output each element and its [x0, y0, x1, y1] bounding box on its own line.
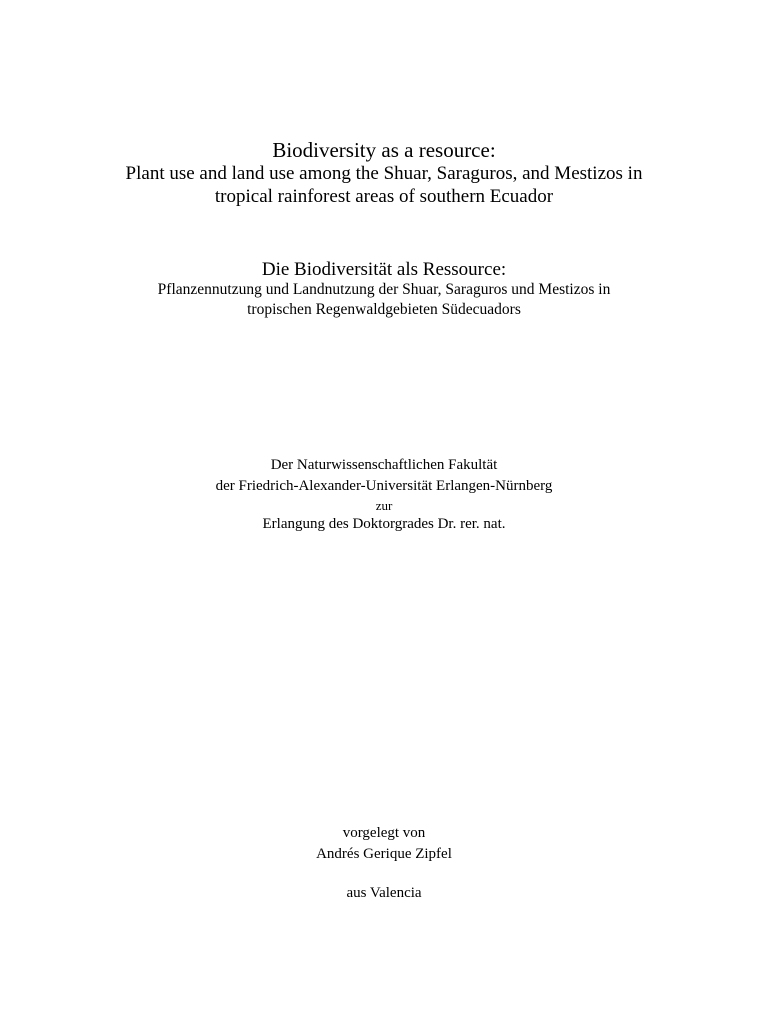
german-subtitle-line1: Pflanzennutzung und Landnutzung der Shuar, Saraguros und Mestizos in [157, 281, 611, 298]
faculty-line3: zur [375, 498, 393, 513]
faculty-line1: Der Naturwissenschaftlichen Fakultät [270, 457, 498, 473]
english-title: Biodiversity as a resource: [272, 138, 496, 162]
author-origin: aus Valencia [346, 885, 422, 901]
presented-by: vorgelegt von [342, 825, 426, 841]
faculty-line4: Erlangung des Doktorgrades Dr. rer. nat. [262, 516, 506, 532]
english-subtitle-line2: tropical rainforest areas of southern Ecuador [214, 186, 554, 207]
english-subtitle-line1: Plant use and land use among the Shuar, Saraguros, and Mestizos in [125, 163, 643, 184]
faculty-line2: der Friedrich-Alexander-Universität Erlangen-Nürnberg [215, 478, 553, 494]
author-name: Andrés Gerique Zipfel [316, 846, 452, 862]
german-subtitle-line2: tropischen Regenwaldgebieten Südecuadors [247, 301, 521, 318]
german-title: Die Biodiversität als Ressource: [261, 259, 507, 280]
